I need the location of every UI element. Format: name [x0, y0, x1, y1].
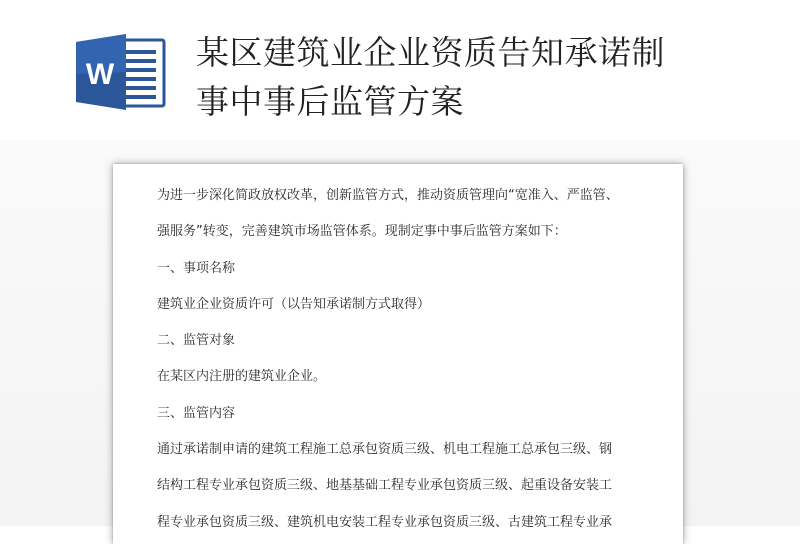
paragraph-line: 建筑业企业资质许可（以告知承诺制方式取得） [157, 296, 431, 312]
paragraph-line: 在某区内注册的建筑业企业。 [157, 369, 327, 385]
word-document-icon [76, 32, 166, 112]
section-heading: 三、监管内容 [157, 405, 236, 421]
paragraph-line: 程专业承包资质三级、建筑机电安装工程专业承包资质三级、古建筑工程专业承 [157, 514, 613, 530]
section-heading: 二、监管对象 [157, 333, 236, 349]
paragraph-line: 通过承诺制申请的建筑工程施工总承包资质三级、机电工程施工总承包三级、钢 [157, 442, 613, 458]
document-page [113, 164, 683, 544]
paragraph-line: 强服务”转变，完善建筑市场监管体系。现制定事中事后监管方案如下： [157, 224, 567, 240]
word-logo-letter: W [85, 58, 115, 91]
title-line-1: 某区建筑业企业资质告知承诺制 [196, 33, 665, 72]
title-line-2: 事中事后监管方案 [196, 82, 464, 121]
header [0, 0, 800, 140]
document-title [196, 28, 786, 126]
section-heading: 一、事项名称 [157, 260, 236, 276]
document-body [157, 178, 657, 541]
paragraph-line: 结构工程专业承包资质三级、地基基础工程专业承包资质三级、起重设备安装工 [157, 478, 613, 494]
paragraph-line: 为进一步深化简政放权改革，创新监管方式，推动资质管理向“宽准入、严监管、 [157, 188, 619, 203]
